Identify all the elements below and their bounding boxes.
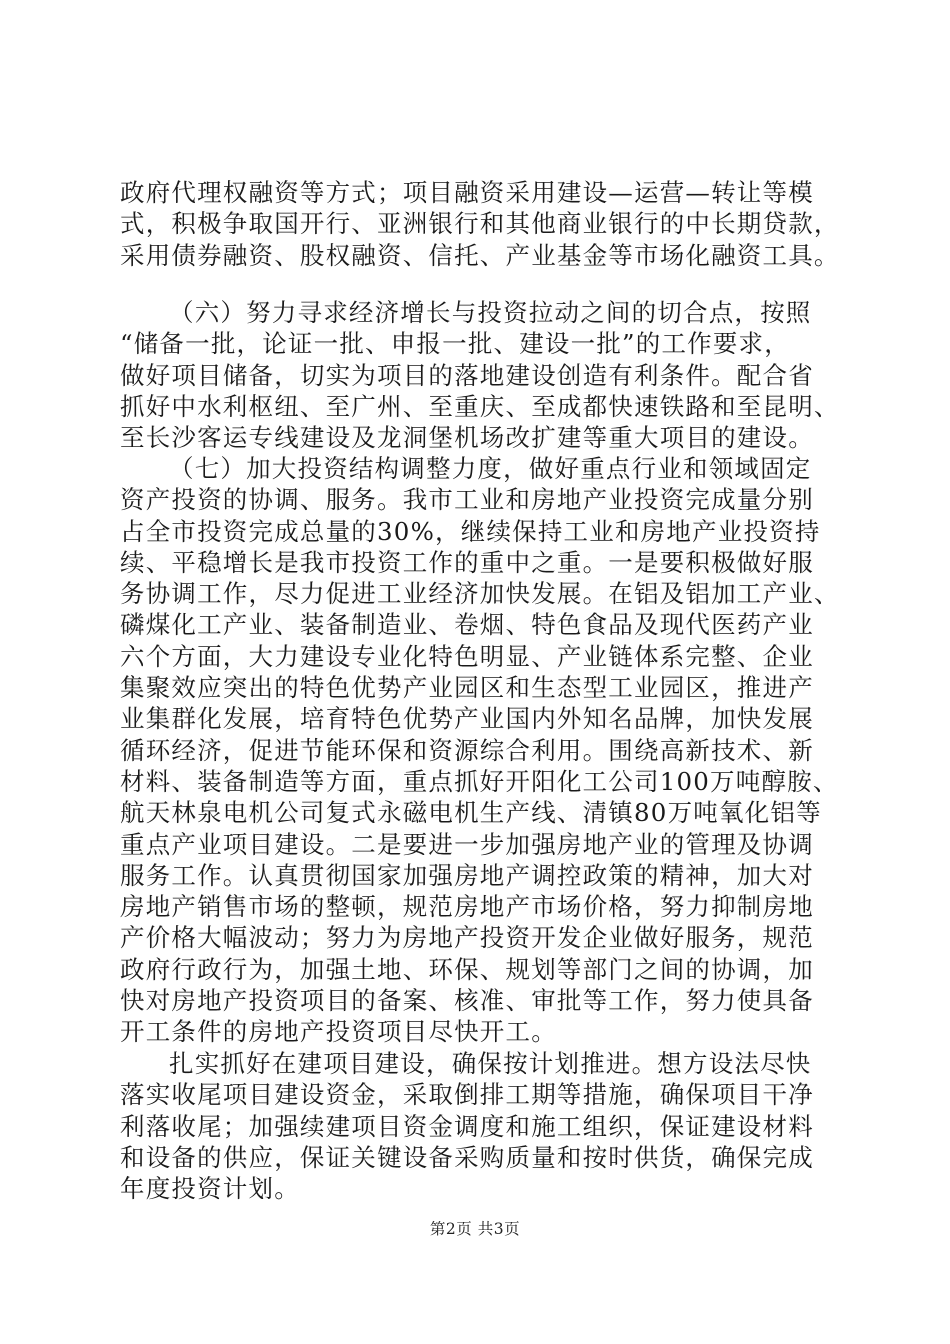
text-line: 式，积极争取国开行、亚洲银行和其他商业银行的中长期贷款， (120, 209, 840, 239)
text-line: 做好项目储备，切实为项目的落地建设创造有利条件。配合省 (120, 360, 814, 390)
text-line: （七）加大投资结构调整力度，做好重点行业和领域固定 (169, 454, 812, 483)
text-line: 磷煤化工产业、装备制造业、卷烟、特色食品及现代医药产业 (120, 610, 814, 640)
text-line: 服务工作。认真贯彻国家加强房地产调控政策的精神，加大对 (120, 860, 814, 890)
text-line: 材料、装备制造等方面，重点抓好开阳化工公司100万吨醇胺、 (120, 766, 839, 796)
text-line: 利落收尾；加强续建项目资金调度和施工组织，保证建设材料 (120, 1111, 814, 1141)
page-number-footer: 第2页 共3页 (429, 1220, 521, 1238)
text-line: 务协调工作，尽力促进工业经济加快发展。在铝及铝加工产业、 (120, 579, 840, 609)
text-line: 快对房地产投资项目的备案、核准、审批等工作，努力使具备 (120, 986, 814, 1016)
text-line: “储备一批，论证一批、申报一批、建设一批”的工作要求， (120, 329, 790, 359)
text-line: 扎实抓好在建项目建设，确保按计划推进。想方设法尽快 (169, 1049, 812, 1078)
text-line: （六）努力寻求经济增长与投资拉动之间的切合点，按照 (169, 298, 812, 327)
text-line: 采用债券融资、股权融资、信托、产业基金等市场化融资工具。 (120, 240, 840, 270)
text-line: 占全市投资完成总量的30%，继续保持工业和房地产业投资持 (120, 516, 821, 546)
text-line: 循环经济，促进节能环保和资源综合利用。围绕高新技术、新 (120, 735, 814, 765)
text-line: 六个方面，大力建设专业化特色明显、产业链体系完整、企业 (120, 641, 814, 671)
paragraph-financing-methods (120, 177, 840, 271)
text-line: 续、平稳增长是我市投资工作的重中之重。一是要积极做好服 (120, 547, 814, 577)
text-line: 产价格大幅波动；努力为房地产投资开发企业做好服务，规范 (120, 923, 814, 953)
text-line: 政府行政行为，加强土地、环保、规划等部门之间的协调，加 (120, 954, 814, 984)
paragraph-projects-construction (120, 1048, 840, 1204)
text-line: 开工条件的房地产投资项目尽快开工。 (120, 1017, 557, 1047)
text-line: 至长沙客运专线建设及龙洞堡机场改扩建等重大项目的建设。 (120, 423, 814, 453)
text-line: 资产投资的协调、服务。我市工业和房地产业投资完成量分别 (120, 485, 814, 515)
paragraph-six (120, 297, 840, 453)
text-line: 房地产销售市场的整顿，规范房地产市场价格，努力抑制房地 (120, 892, 814, 922)
text-line: 航天林泉电机公司复式永磁电机生产线、清镇80万吨氧化铝等 (120, 798, 822, 828)
paragraph-seven (120, 453, 840, 1048)
text-line: 业集群化发展，培育特色优势产业国内外知名品牌，加快发展 (120, 704, 814, 734)
text-line: 重点产业项目建设。二是要进一步加强房地产业的管理及协调 (120, 829, 814, 859)
text-line: 政府代理权融资等方式；项目融资采用建设—运营—转让等模 (120, 178, 814, 207)
text-line: 和设备的供应，保证关键设备采购质量和按时供货，确保完成 (120, 1142, 814, 1172)
text-line: 抓好中水利枢纽、至广州、至重庆、至成都快速铁路和至昆明、 (120, 391, 840, 421)
text-line: 年度投资计划。 (120, 1174, 300, 1204)
text-line: 集聚效应突出的特色优势产业园区和生态型工业园区，推进产 (120, 673, 814, 703)
text-line: 落实收尾项目建设资金，采取倒排工期等措施，确保项目干净 (120, 1080, 814, 1110)
